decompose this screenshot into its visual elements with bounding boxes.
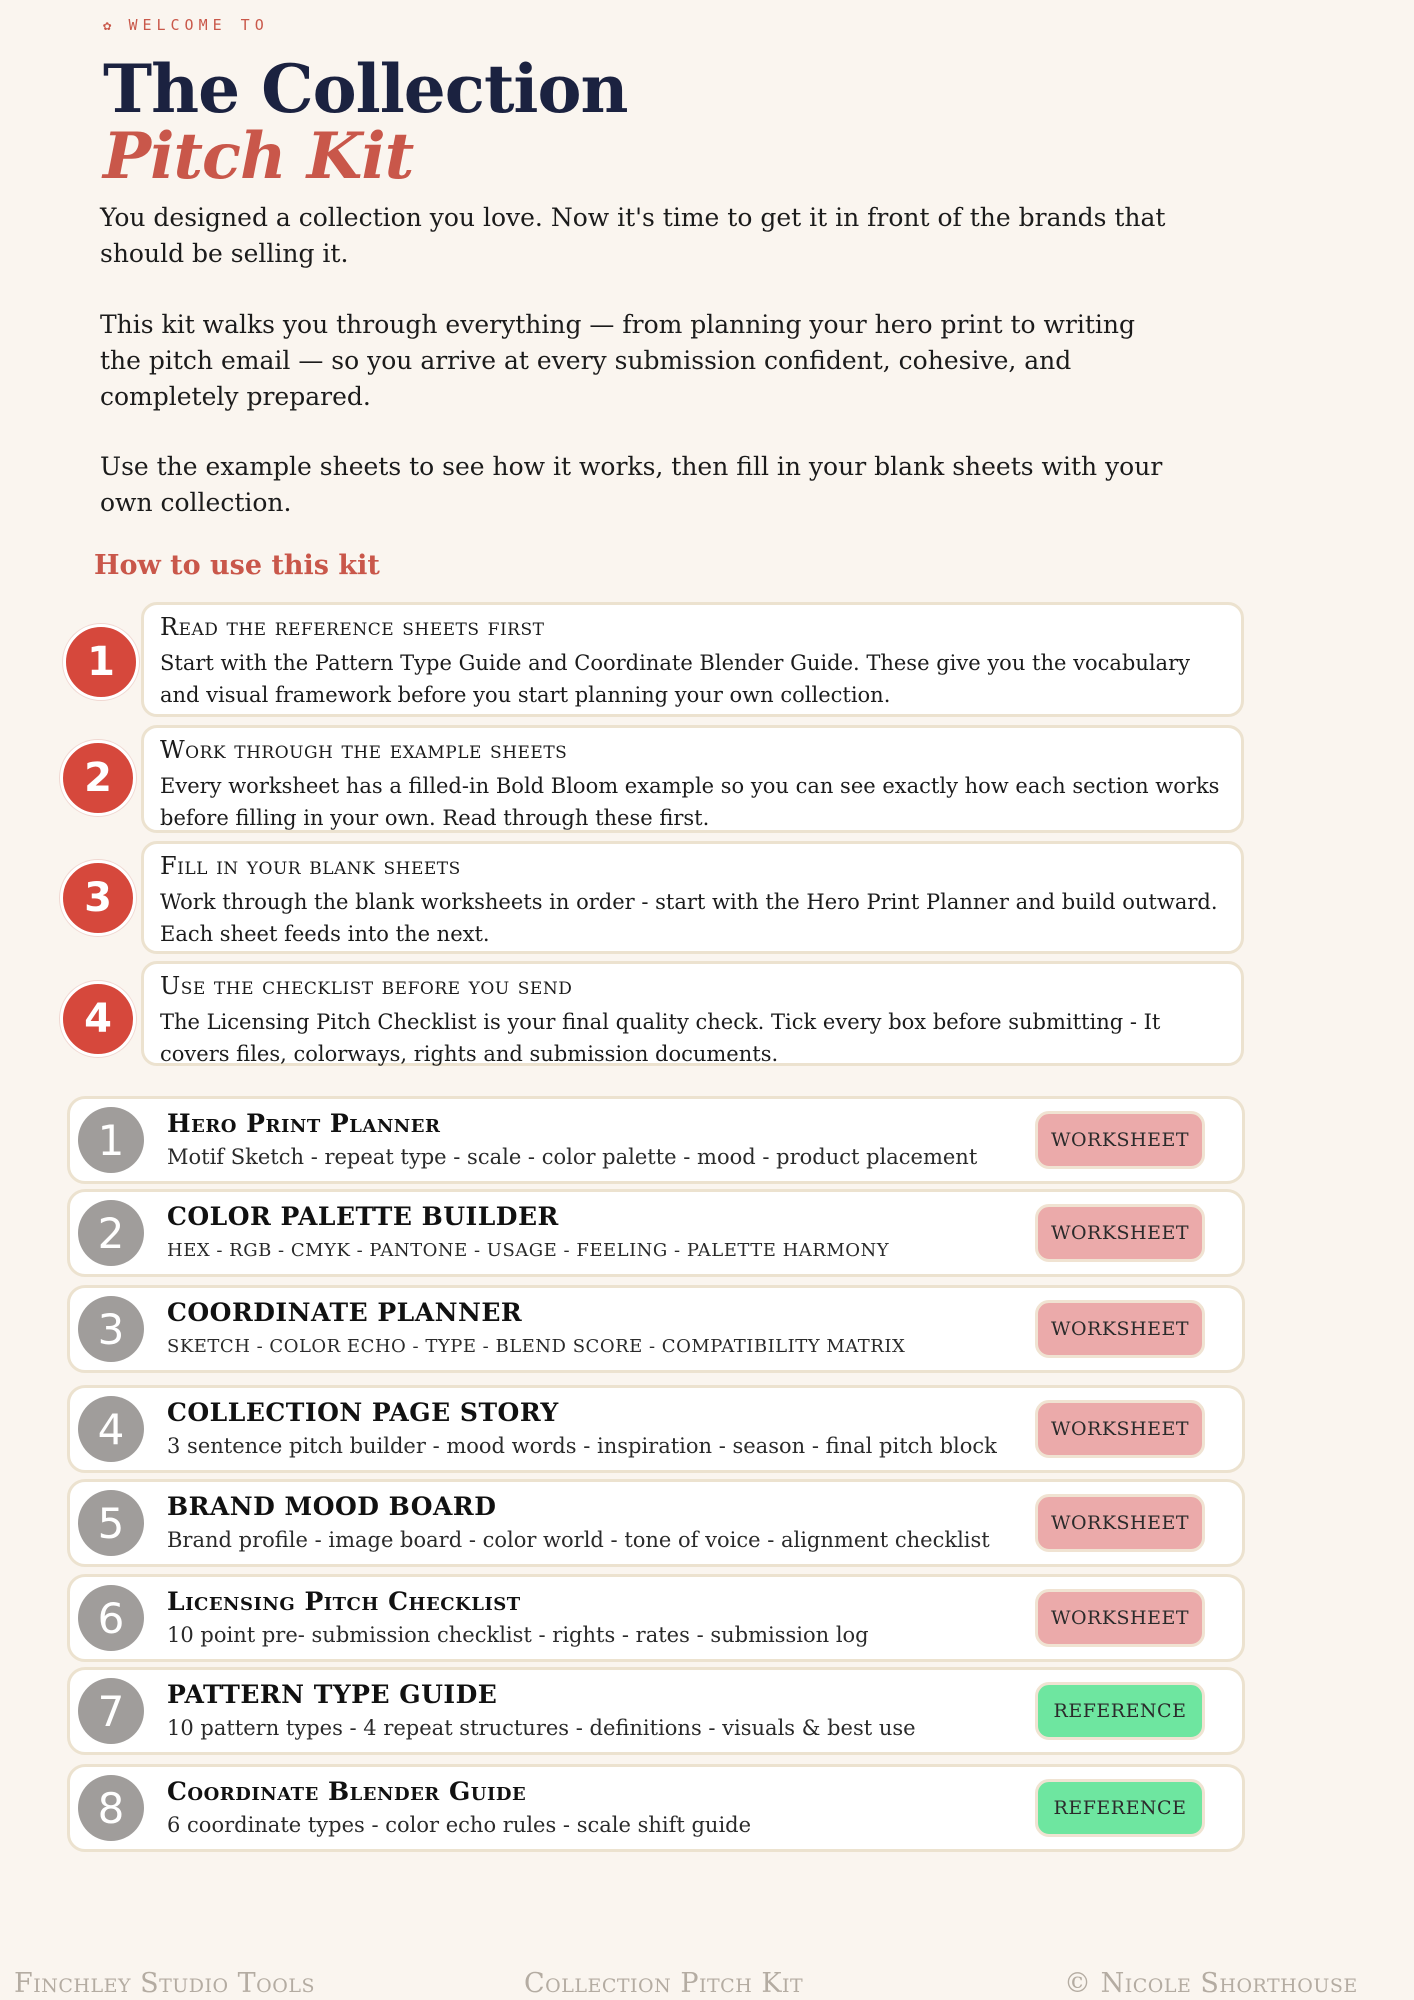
welcome-kicker <box>103 16 269 34</box>
step-description: Start with the Pattern Type Guide and Coordinate Blender Guide. These give you the vocabulary and visual framework before you start planning your own collection. <box>160 651 1190 707</box>
intro-paragraph-1: You designed a collection you love. Now it's time to get it in front of the brands that should be selling it. <box>100 203 1166 268</box>
how-to-heading: How to use this kit <box>94 550 380 581</box>
worksheet-row[interactable] <box>67 1479 1245 1567</box>
worksheet-title: Hero Print Planner <box>167 1109 441 1138</box>
step-description: Every worksheet has a filled-in Bold Bloom example so you can see exactly how each section works before filling in your own. Read through these first. <box>160 774 1220 830</box>
step-title: Read the reference sheets first <box>160 613 545 641</box>
worksheet-row[interactable] <box>67 1096 1245 1184</box>
step-description: The Licensing Pitch Checklist is your final quality check. Tick every box before submitting - It covers files, colorways, rights and submission documents. <box>160 1010 1161 1066</box>
step-card <box>141 841 1244 954</box>
worksheet-description: Brand profile - image board - color world - tone of voice - alignment checklist <box>167 1528 990 1552</box>
worksheet-description: 10 pattern types - 4 repeat structures - definitions - visuals & best use <box>167 1716 916 1740</box>
reference-badge[interactable]: REFERENCE <box>1035 1779 1205 1837</box>
worksheet-description: SKETCH - COLOR ECHO - TYPE - BLEND SCORE - COMPATIBILITY MATRIX <box>167 1336 906 1357</box>
row-number-badge: 2 <box>78 1200 144 1266</box>
worksheet-title: COLOR PALETTE BUILDER <box>167 1202 559 1231</box>
worksheet-badge[interactable]: WORKSHEET <box>1035 1111 1205 1169</box>
worksheet-title: COLLECTION PAGE STORY <box>167 1398 559 1427</box>
page-title-accent: Pitch Kit <box>103 119 414 194</box>
step-title: Work through the example sheets <box>160 736 568 764</box>
step-card <box>141 961 1244 1066</box>
worksheet-row[interactable] <box>67 1667 1245 1755</box>
worksheet-badge[interactable]: WORKSHEET <box>1035 1300 1205 1358</box>
step-title: Fill in your blank sheets <box>160 852 461 880</box>
page-title: The Collection <box>103 50 628 128</box>
row-number-badge: 1 <box>78 1107 144 1173</box>
reference-badge[interactable]: REFERENCE <box>1035 1682 1205 1740</box>
worksheet-badge[interactable]: WORKSHEET <box>1035 1589 1205 1647</box>
worksheet-description: 6 coordinate types - color echo rules - scale shift guide <box>167 1813 752 1837</box>
worksheet-description: HEX - RGB - CMYK - PANTONE - USAGE - FEELING - PALETTE HARMONY <box>167 1240 890 1261</box>
step-card <box>141 602 1244 717</box>
worksheet-row[interactable] <box>67 1385 1245 1473</box>
step-number-badge: 2 <box>60 740 136 816</box>
step-number-badge: 3 <box>60 860 136 936</box>
footer-center: Collection Pitch Kit <box>524 1968 804 1999</box>
footer-right: © Nicole Shorthouse <box>1064 1968 1358 1999</box>
step-description: Work through the blank worksheets in order - start with the Hero Print Planner and build outward. Each sheet feeds into the next. <box>160 890 1218 946</box>
row-number-badge: 8 <box>78 1775 144 1841</box>
worksheet-title: COORDINATE PLANNER <box>167 1298 523 1327</box>
worksheet-badge[interactable]: WORKSHEET <box>1035 1400 1205 1458</box>
worksheet-row[interactable] <box>67 1764 1245 1852</box>
step-number-badge: 4 <box>60 981 136 1057</box>
row-number-badge: 7 <box>78 1678 144 1744</box>
intro-paragraph-3: Use the example sheets to see how it works, then fill in your blank sheets with your own collection. <box>100 452 1163 517</box>
step-number-badge: 1 <box>63 624 139 700</box>
footer-left: Finchley Studio Tools <box>14 1968 315 1999</box>
worksheet-description: 10 point pre- submission checklist - rights - rates - submission log <box>167 1623 869 1647</box>
intro-paragraph-2: This kit walks you through everything — from planning your hero print to writing the pitch email — so you arrive at every submission confident, cohesive, and completely prepared. <box>100 310 1136 411</box>
flower-icon: ✿ <box>103 18 117 34</box>
kicker-text: WELCOME TO <box>128 16 269 34</box>
worksheet-title: BRAND MOOD BOARD <box>167 1492 497 1521</box>
worksheet-badge[interactable]: WORKSHEET <box>1035 1204 1205 1262</box>
worksheet-badge[interactable]: WORKSHEET <box>1035 1494 1205 1552</box>
worksheet-row[interactable] <box>67 1189 1245 1277</box>
worksheet-title: Coordinate Blender Guide <box>167 1777 527 1806</box>
step-title: Use the checklist before you send <box>160 972 573 1000</box>
row-number-badge: 5 <box>78 1490 144 1556</box>
worksheet-row[interactable] <box>67 1285 1245 1373</box>
row-number-badge: 6 <box>78 1585 144 1651</box>
worksheet-description: 3 sentence pitch builder - mood words - inspiration - season - final pitch block <box>167 1434 997 1458</box>
worksheet-title: Licensing Pitch Checklist <box>167 1587 521 1616</box>
row-number-badge: 4 <box>78 1396 144 1462</box>
row-number-badge: 3 <box>78 1296 144 1362</box>
step-card <box>141 725 1244 833</box>
worksheet-row[interactable] <box>67 1574 1245 1662</box>
worksheet-title: PATTERN TYPE GUIDE <box>167 1680 498 1709</box>
worksheet-description: Motif Sketch - repeat type - scale - color palette - mood - product placement <box>167 1145 978 1169</box>
